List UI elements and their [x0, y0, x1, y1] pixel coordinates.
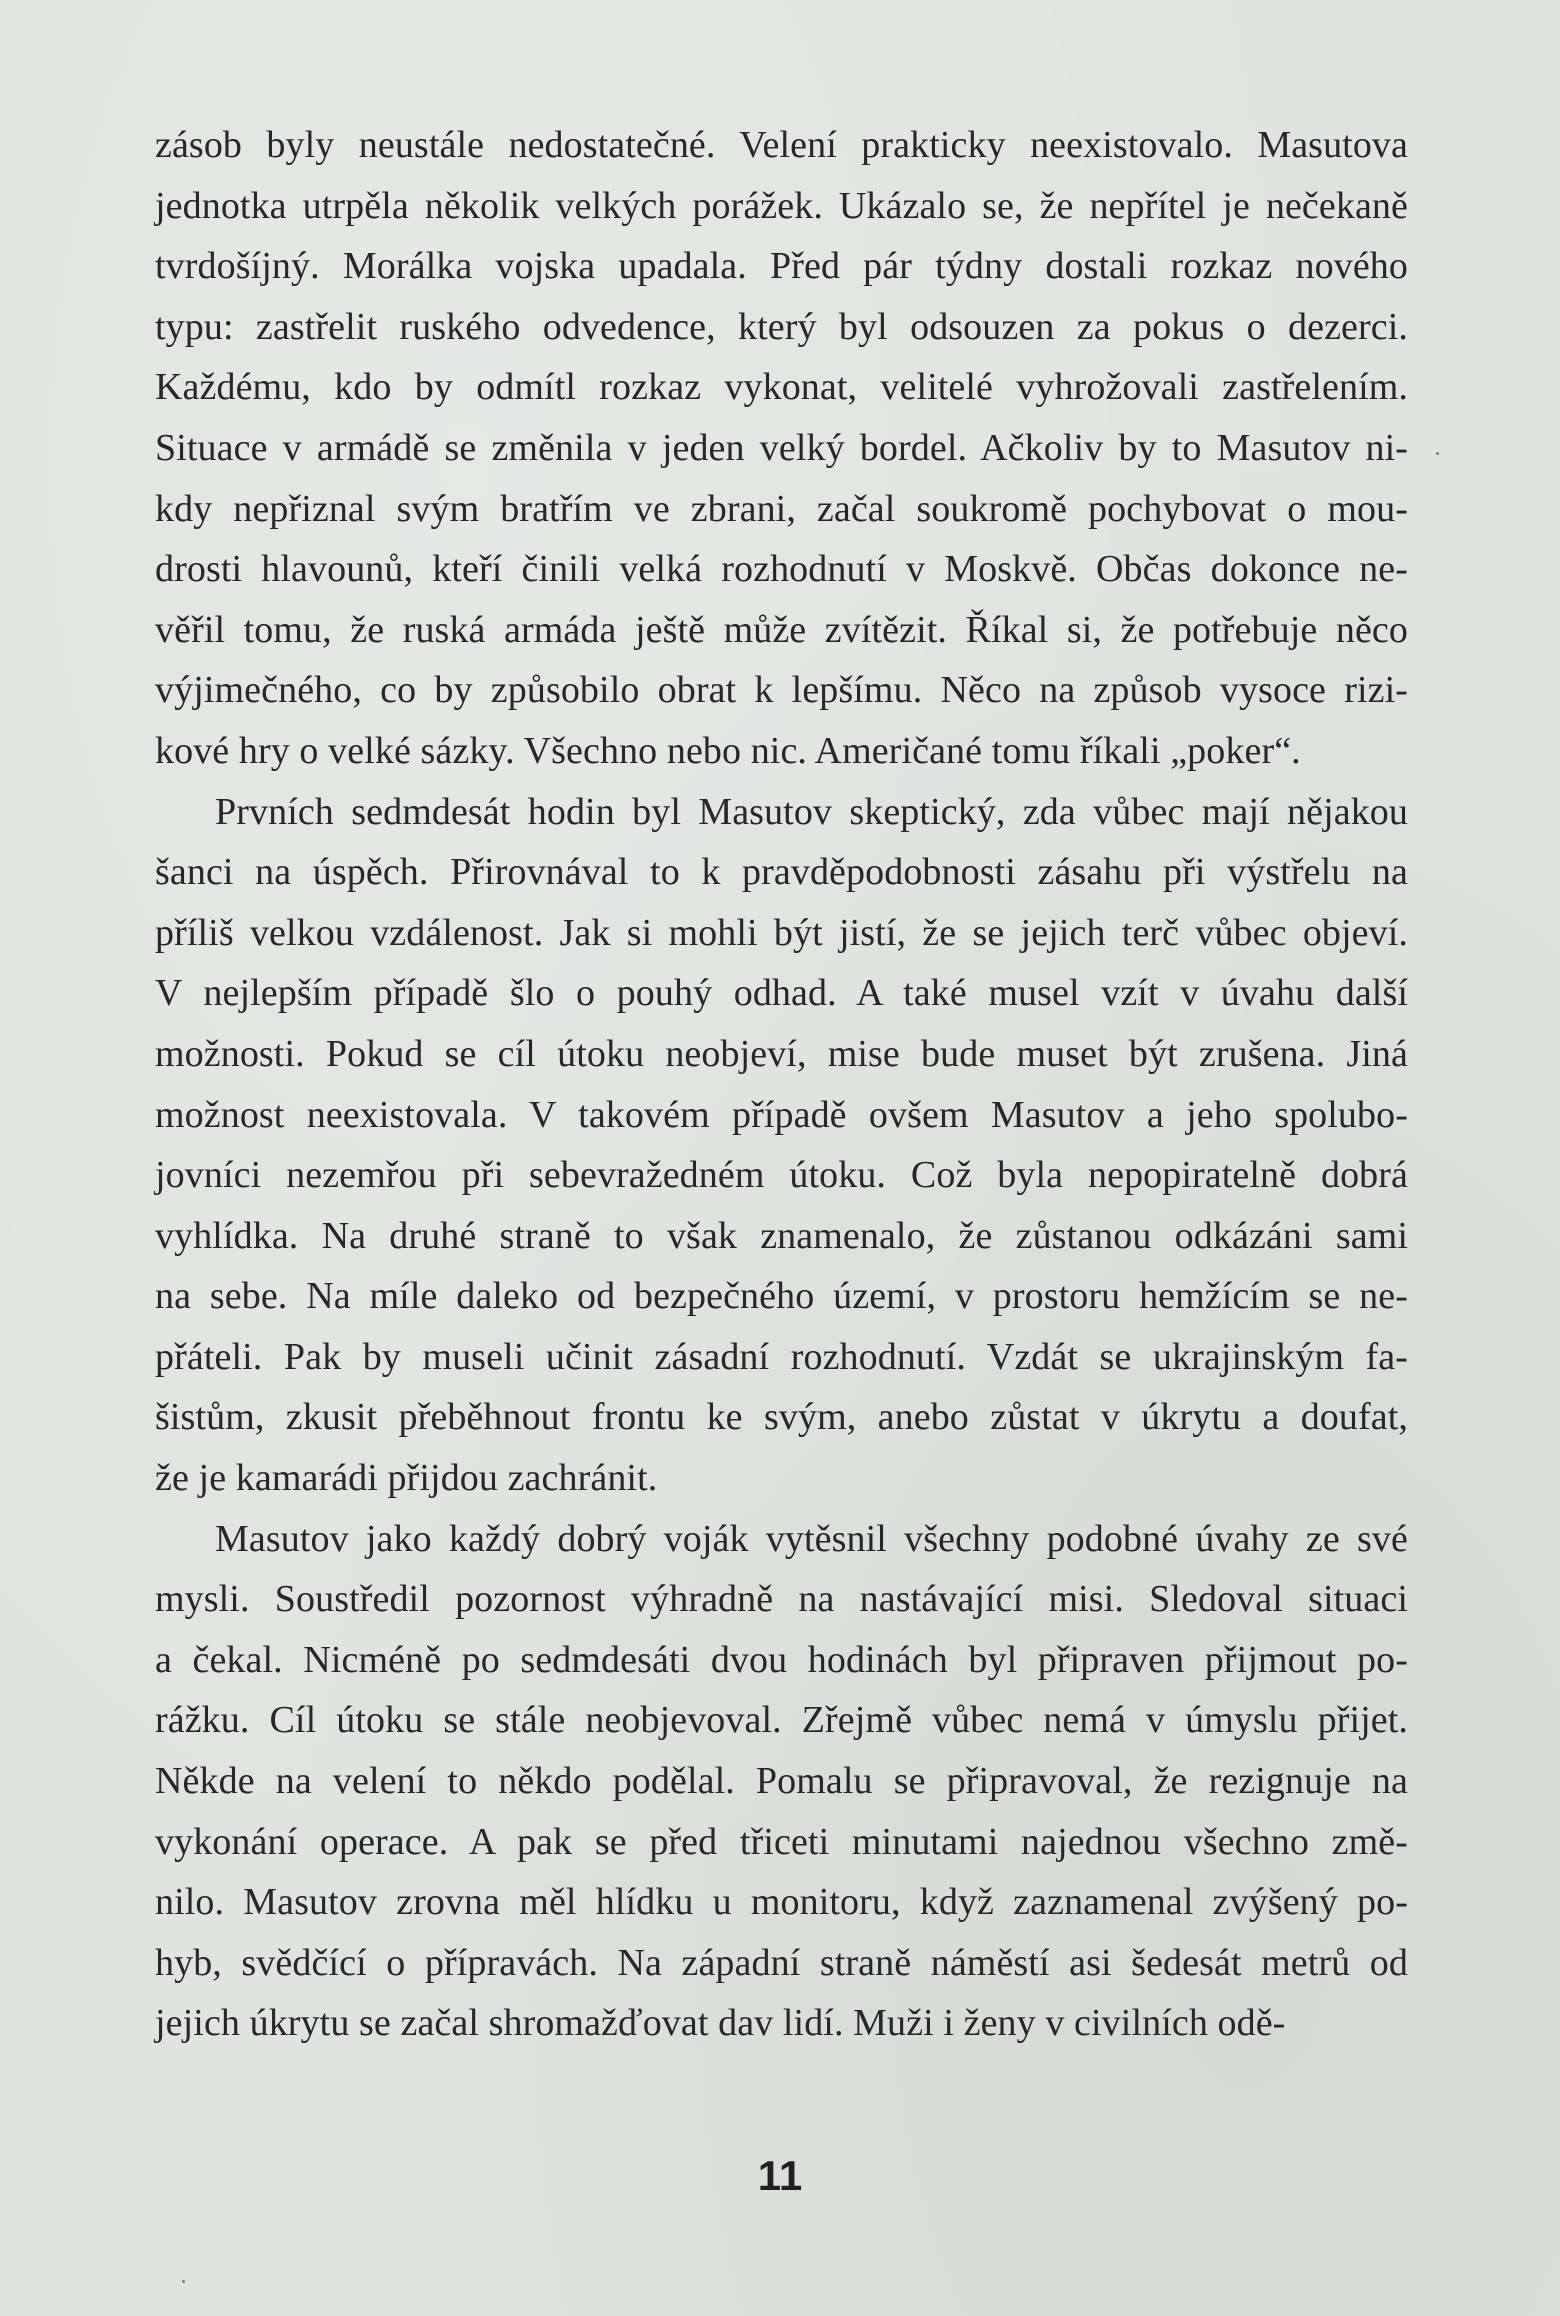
paper-speck	[182, 2280, 185, 2283]
text-line: Každému, kdo by odmítl rozkaz vykonat, velitelé vyhrožovali zastřelením.	[155, 366, 1408, 409]
text-line: jovníci nezemřou při sebevražedném útoku. Což byla nepopiratelně dobrá	[155, 1154, 1408, 1197]
text-line: zásob byly neustále nedostatečné. Velení prakticky neexistovalo. Masutova	[155, 124, 1408, 166]
paragraph	[155, 1509, 1408, 2054]
text-line: vykonání operace. A pak se před třiceti minutami najednou všechno změ-	[155, 1820, 1408, 1863]
text-line: šistům, zkusit přeběhnout frontu ke svým, anebo zůstat v úkrytu a doufat,	[155, 1396, 1408, 1439]
text-line: typu: zastřelit ruského odvedence, který byl odsouzen za pokus o dezerci.	[155, 305, 1408, 348]
text-line: možnost neexistovala. V takovém případě ovšem Masutov a jeho spolubo-	[155, 1093, 1408, 1136]
text-line: hyb, svědčící o přípravách. Na západní straně náměstí asi šedesát metrů od	[155, 1941, 1408, 1984]
text-line: a čekal. Nicméně po sedmdesáti dvou hodinách byl připraven přijmout po-	[155, 1638, 1408, 1681]
text-line: vyhlídka. Na druhé straně to však znamenalo, že zůstanou odkázáni sami	[155, 1214, 1408, 1257]
paragraph	[155, 782, 1408, 1509]
text-line: V nejlepším případě šlo o pouhý odhad. A také musel vzít v úvahu další	[155, 972, 1408, 1015]
text-line: že je kamarádi přijdou zachránit.	[155, 1457, 658, 1500]
text-line: příliš velkou vzdálenost. Jak si mohli být jistí, že se jejich terč vůbec objeví.	[155, 911, 1408, 954]
text-line: Masutov jako každý dobrý voják vytěsnil všechny podobné úvahy ze své	[215, 1517, 1408, 1560]
body-text	[155, 115, 1408, 2054]
text-line: kové hry o velké sázky. Všechno nebo nic. Američané tomu říkali „poker“.	[155, 729, 1301, 772]
text-line: věřil tomu, že ruská armáda ještě může zvítězit. Říkal si, že potřebuje něco	[155, 608, 1408, 651]
paragraph	[155, 115, 1408, 782]
paper-speck	[1436, 452, 1439, 455]
text-line: šanci na úspěch. Přirovnával to k pravděpodobnosti zásahu při výstřelu na	[155, 851, 1408, 894]
text-line: přáteli. Pak by museli učinit zásadní rozhodnutí. Vzdát se ukrajinským fa-	[155, 1335, 1408, 1378]
text-line: kdy nepřiznal svým bratřím ve zbrani, začal soukromě pochybovat o mou-	[155, 487, 1408, 530]
page-number: 11	[757, 2152, 803, 2199]
text-line: jejich úkrytu se začal shromažďovat dav lidí. Muži i ženy v civilních odě-	[155, 2002, 1286, 2045]
text-line: Někde na velení to někdo podělal. Pomalu se připravoval, že rezignuje na	[155, 1760, 1408, 1803]
text-line: Prvních sedmdesát hodin byl Masutov skeptický, zda vůbec mají nějakou	[215, 790, 1408, 833]
text-line: tvrdošíjný. Morálka vojska upadala. Před pár týdny dostali rozkaz nového	[155, 245, 1408, 288]
text-line: Situace v armádě se změnila v jeden velký bordel. Ačkoliv by to Masutov ni-	[155, 426, 1408, 469]
text-line: jednotka utrpěla několik velkých porážek. Ukázalo se, že nepřítel je nečekaně	[155, 184, 1408, 227]
text-line: drosti hlavounů, kteří činili velká rozhodnutí v Moskvě. Občas dokonce ne-	[155, 548, 1408, 591]
text-line: nilo. Masutov zrovna měl hlídku u monitoru, když zaznamenal zvýšený po-	[155, 1881, 1408, 1924]
text-line: výjimečného, co by způsobilo obrat k lepšímu. Něco na způsob vysoce rizi-	[155, 669, 1408, 712]
text-line: rážku. Cíl útoku se stále neobjevoval. Zřejmě vůbec nemá v úmyslu přijet.	[155, 1699, 1408, 1742]
text-line: mysli. Soustředil pozornost výhradně na nastávající misi. Sledoval situaci	[155, 1578, 1408, 1621]
text-line: na sebe. Na míle daleko od bezpečného území, v prostoru hemžícím se ne-	[155, 1275, 1408, 1318]
text-line: možnosti. Pokud se cíl útoku neobjeví, mise bude muset být zrušena. Jiná	[155, 1032, 1408, 1075]
